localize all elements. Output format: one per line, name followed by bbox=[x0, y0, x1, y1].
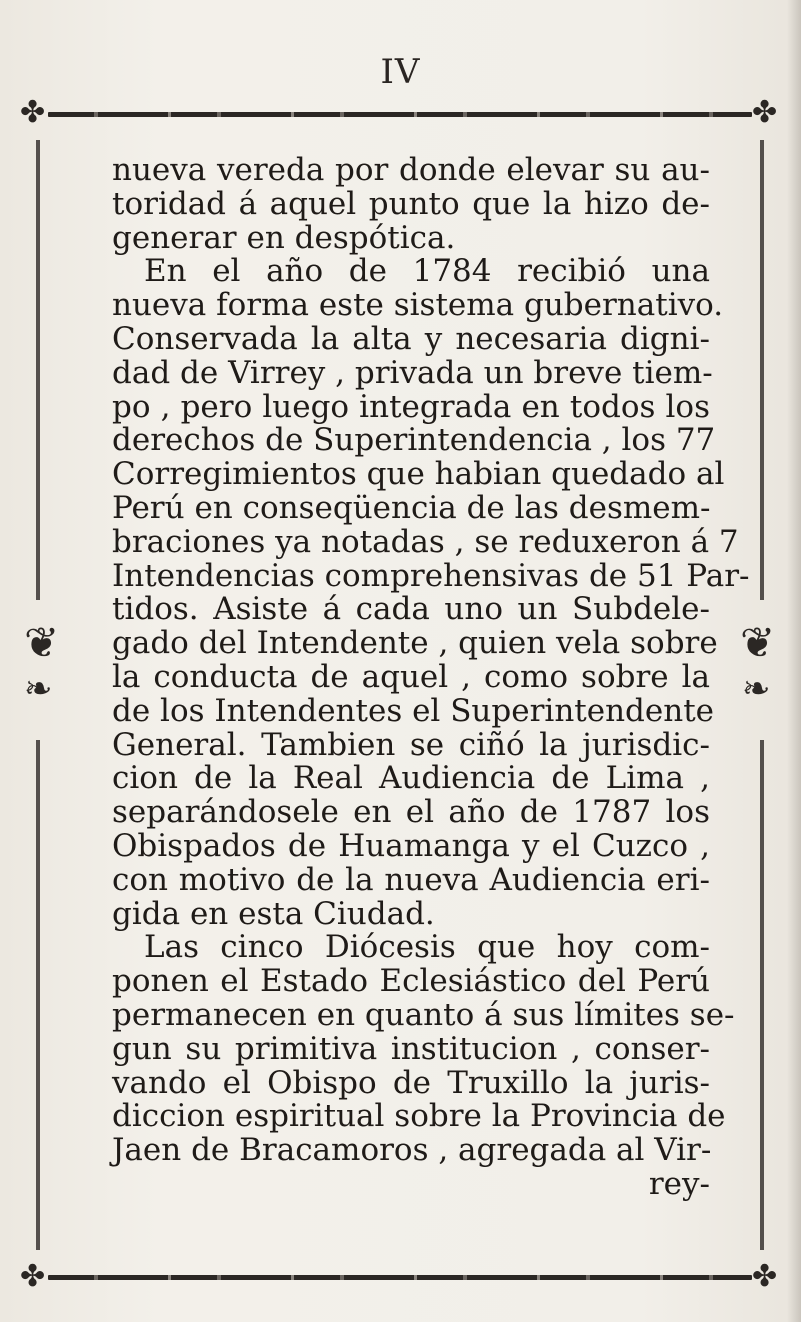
text-line: generar en despótica. bbox=[112, 219, 456, 256]
text-line: nueva vereda por donde elevar su au- bbox=[112, 152, 710, 188]
text-line: braciones ya notadas , se reduxeron á 7 bbox=[112, 523, 739, 560]
side-ornament-icon: ❦ bbox=[740, 618, 776, 667]
text-line: de los Intendentes el Superintendente bbox=[112, 692, 715, 729]
text-line: Corregimientos que habian quedado al bbox=[112, 456, 725, 493]
side-ornament-icon: ❧ bbox=[742, 669, 771, 709]
text-line: Obispados de Huamanga y el Cuzco , bbox=[112, 827, 710, 864]
text-line: cion de la Real Audiencia de Lima , bbox=[112, 760, 710, 797]
top-rule bbox=[48, 112, 752, 117]
left-border-line bbox=[36, 140, 40, 600]
text-line: separándosele en el año de 1787 los bbox=[112, 794, 710, 831]
text-line: diccion espiritual sobre la Provincia de bbox=[112, 1098, 726, 1135]
catchword: rey- bbox=[648, 1165, 710, 1202]
text-line: Las cinco Diócesis que hoy com- bbox=[144, 929, 710, 966]
text-line: Intendencias comprehensivas de 51 Par- bbox=[112, 557, 750, 594]
text-line: Conservada la alta y necesaria digni- bbox=[112, 320, 710, 357]
text-line: dad de Virrey , privada un breve tiem- bbox=[112, 354, 713, 391]
page-edge-shadow bbox=[787, 0, 801, 1322]
text-line: gado del Intendente , quien vela sobre bbox=[112, 625, 718, 662]
text-line: nueva forma este sistema gubernativo. bbox=[112, 287, 724, 324]
corner-ornament-icon: ✤ bbox=[752, 95, 778, 130]
text-line: gida en esta Ciudad. bbox=[112, 895, 435, 932]
bottom-rule bbox=[48, 1275, 752, 1280]
text-line: po , pero luego integrada en todos los bbox=[112, 388, 710, 425]
text-line: Jaen de Bracamoros , agregada al Vir- bbox=[112, 1132, 712, 1169]
text-line: gun su primitiva institucion , conser- bbox=[112, 1030, 710, 1067]
text-line: tidos. Asiste á cada uno un Subdele- bbox=[112, 591, 710, 628]
page-number: IV bbox=[380, 52, 421, 92]
corner-ornament-icon: ✤ bbox=[752, 1259, 778, 1294]
text-line: General. Tambien se ciñó la jurisdic- bbox=[112, 726, 710, 763]
text-line: En el año de 1784 recibió una bbox=[144, 253, 710, 290]
text-line: vando el Obispo de Truxillo la juris- bbox=[112, 1064, 710, 1101]
corner-ornament-icon: ✤ bbox=[20, 95, 46, 130]
text-line: ponen el Estado Eclesiástico del Perú bbox=[112, 963, 710, 1000]
body-text bbox=[112, 152, 750, 1202]
side-ornament-icon: ❧ bbox=[24, 669, 53, 709]
text-line: Perú en conseqüencia de las desmem- bbox=[112, 489, 711, 526]
left-border-line bbox=[36, 740, 40, 1250]
text-line: toridad á aquel punto que la hizo de- bbox=[112, 185, 710, 222]
corner-ornament-icon: ✤ bbox=[20, 1259, 46, 1294]
right-border-line bbox=[760, 740, 764, 1250]
text-line: derechos de Superintendencia , los 77 bbox=[112, 422, 716, 459]
side-ornament-icon: ❦ bbox=[24, 618, 60, 667]
right-border-line bbox=[760, 140, 764, 600]
text-line: permanecen en quanto á sus límites se- bbox=[112, 996, 735, 1033]
text-line: la conducta de aquel , como sobre la bbox=[112, 658, 710, 695]
text-line: con motivo de la nueva Audiencia eri- bbox=[112, 861, 710, 898]
